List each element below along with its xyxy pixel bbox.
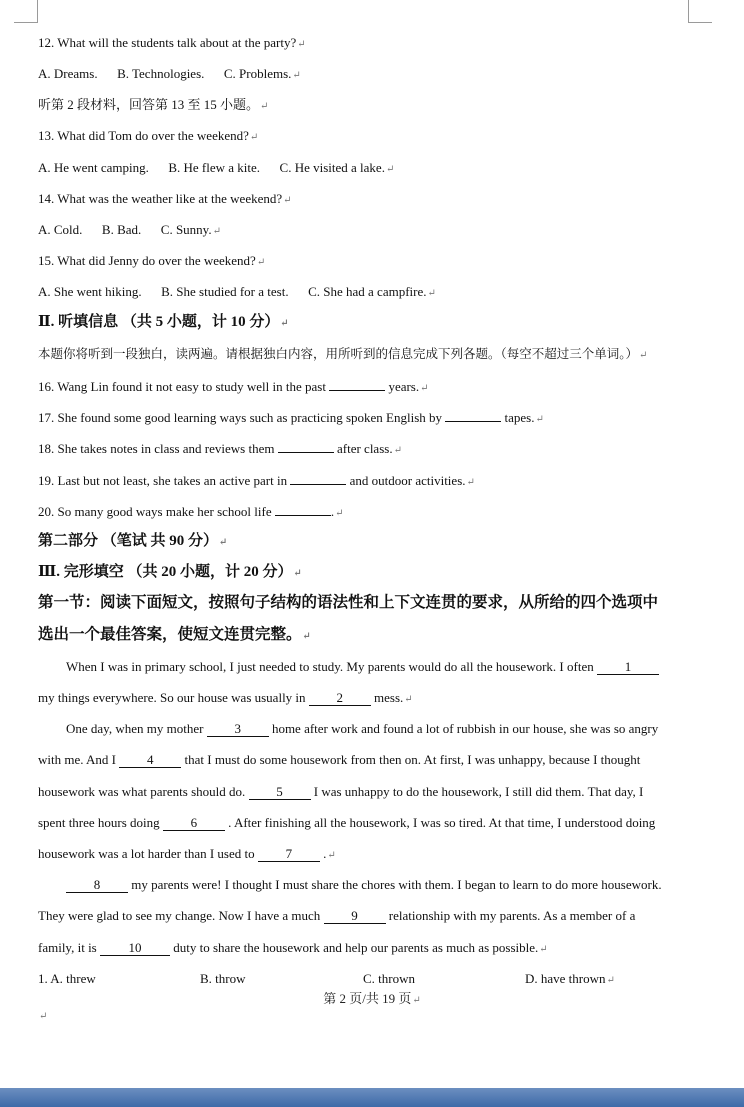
option-1d: D. have thrown↵ bbox=[525, 971, 615, 986]
section-1-instructions-line-1: 第一节：阅读下面短文，按照句子结构的语法性和上下文连贯的要求，从所给的四个选项中 bbox=[38, 594, 659, 611]
question-15: 15. What did Jenny do over the weekend?↵ bbox=[38, 253, 266, 268]
section-2-intro: 听第 2 段材料，回答第 13 至 15 小题。↵ bbox=[38, 97, 269, 112]
passage-p2-line-2: with me. And I 4 that I must do some housework from then on. At first, I was unhappy, because I thought bbox=[38, 752, 641, 767]
blank-5[interactable]: 5 bbox=[249, 784, 311, 800]
blank-9[interactable]: 9 bbox=[324, 908, 386, 924]
question-13-options: A. He went camping. B. He flew a kite. C. He visited a lake.↵ bbox=[38, 160, 395, 175]
option-1b: B. throw bbox=[200, 971, 246, 986]
crop-mark-right-v bbox=[688, 0, 689, 22]
blank-8[interactable]: 8 bbox=[66, 877, 128, 893]
question-1-options bbox=[38, 970, 698, 988]
passage-p1-line-2: my things everywhere. So our house was usually in 2 mess.↵ bbox=[38, 690, 413, 705]
passage-p1-line-1: When I was in primary school, I just needed to study. My parents would do all the housework. I often 1 bbox=[66, 658, 659, 676]
blank-10[interactable]: 10 bbox=[100, 940, 170, 956]
question-20: 20. So many good ways make her school life .↵ bbox=[38, 504, 344, 519]
passage-p3-line-2: They were glad to see my change. Now I have a much 9 relationship with my parents. As a member of a bbox=[38, 908, 636, 923]
crop-mark-right-h bbox=[688, 22, 712, 23]
part-2-heading: Ⅱ. 听填信息 （共 5 小题，计 10 分）↵ bbox=[38, 314, 289, 330]
part-3-heading: Ⅲ. 完形填空 （共 20 小题，计 20 分）↵ bbox=[38, 564, 302, 580]
option-1c: C. thrown bbox=[363, 971, 415, 986]
question-18: 18. She takes notes in class and reviews them after class.↵ bbox=[38, 441, 402, 456]
blank-1[interactable]: 1 bbox=[597, 659, 659, 675]
question-15-options: A. She went hiking. B. She studied for a test. C. She had a campfire.↵ bbox=[38, 284, 436, 299]
answer-blank-16[interactable] bbox=[329, 377, 385, 391]
blank-3[interactable]: 3 bbox=[207, 721, 269, 737]
passage-p2-line-1: One day, when my mother 3 home after work and found a lot of rubbish in our house, she was so angry bbox=[66, 721, 659, 736]
passage-p2-line-5: housework was a lot harder than I used to 7 .↵ bbox=[38, 846, 336, 861]
trailing-paragraph-mark: ↵ bbox=[39, 1011, 48, 1022]
passage-p3-line-3: family, it is 10 duty to share the housework and help our parents as much as possible.↵ bbox=[38, 940, 548, 955]
question-12: 12. What will the students talk about at the party?↵ bbox=[38, 35, 306, 50]
passage-p2-line-4: spent three hours doing 6 . After finishing all the housework, I was so tired. At that time, I understood doing bbox=[38, 815, 656, 830]
question-16: 16. Wang Lin found it not easy to study well in the past years.↵ bbox=[38, 379, 429, 394]
section-1-instructions-line-2: 选出一个最佳答案，使短文连贯完整。↵ bbox=[38, 626, 311, 643]
question-13: 13. What did Tom do over the weekend?↵ bbox=[38, 128, 259, 143]
question-14-options: A. Cold. B. Bad. C. Sunny.↵ bbox=[38, 222, 221, 237]
blank-2[interactable]: 2 bbox=[309, 690, 371, 706]
answer-blank-17[interactable] bbox=[445, 408, 501, 422]
crop-mark-left-h bbox=[14, 22, 38, 23]
question-19: 19. Last but not least, she takes an active part in and outdoor activities.↵ bbox=[38, 473, 475, 488]
page-footer: 第 2 页/共 19 页↵ bbox=[323, 991, 421, 1006]
option-1a: 1. A. threw bbox=[38, 971, 96, 986]
blank-6[interactable]: 6 bbox=[163, 815, 225, 831]
answer-blank-19[interactable] bbox=[290, 471, 346, 485]
written-part-heading: 第二部分 （笔试 共 90 分）↵ bbox=[38, 533, 228, 549]
question-12-options: A. Dreams. B. Technologies. C. Problems.↵ bbox=[38, 66, 301, 81]
answer-blank-18[interactable] bbox=[278, 439, 334, 453]
blank-4[interactable]: 4 bbox=[119, 752, 181, 768]
blank-7[interactable]: 7 bbox=[258, 846, 320, 862]
passage-p2-line-3: housework was what parents should do. 5 I was unhappy to do the housework, I still did them. That day, I bbox=[38, 784, 644, 799]
question-17: 17. She found some good learning ways such as practicing spoken English by tapes.↵ bbox=[38, 410, 544, 425]
crop-mark-left-v bbox=[37, 0, 38, 22]
answer-blank-20[interactable] bbox=[275, 502, 331, 516]
window-bottom-bar bbox=[0, 1088, 744, 1107]
passage-p3-line-1: 8 my parents were! I thought I must share the chores with them. I began to learn to do more housework. bbox=[66, 876, 662, 894]
question-14: 14. What was the weather like at the weekend?↵ bbox=[38, 191, 292, 206]
part-2-instructions: 本题你将听到一段独白，读两遍。请根据独白内容，用所听到的信息完成下列各题。（每空不超过三个单词。）↵ bbox=[38, 347, 648, 361]
